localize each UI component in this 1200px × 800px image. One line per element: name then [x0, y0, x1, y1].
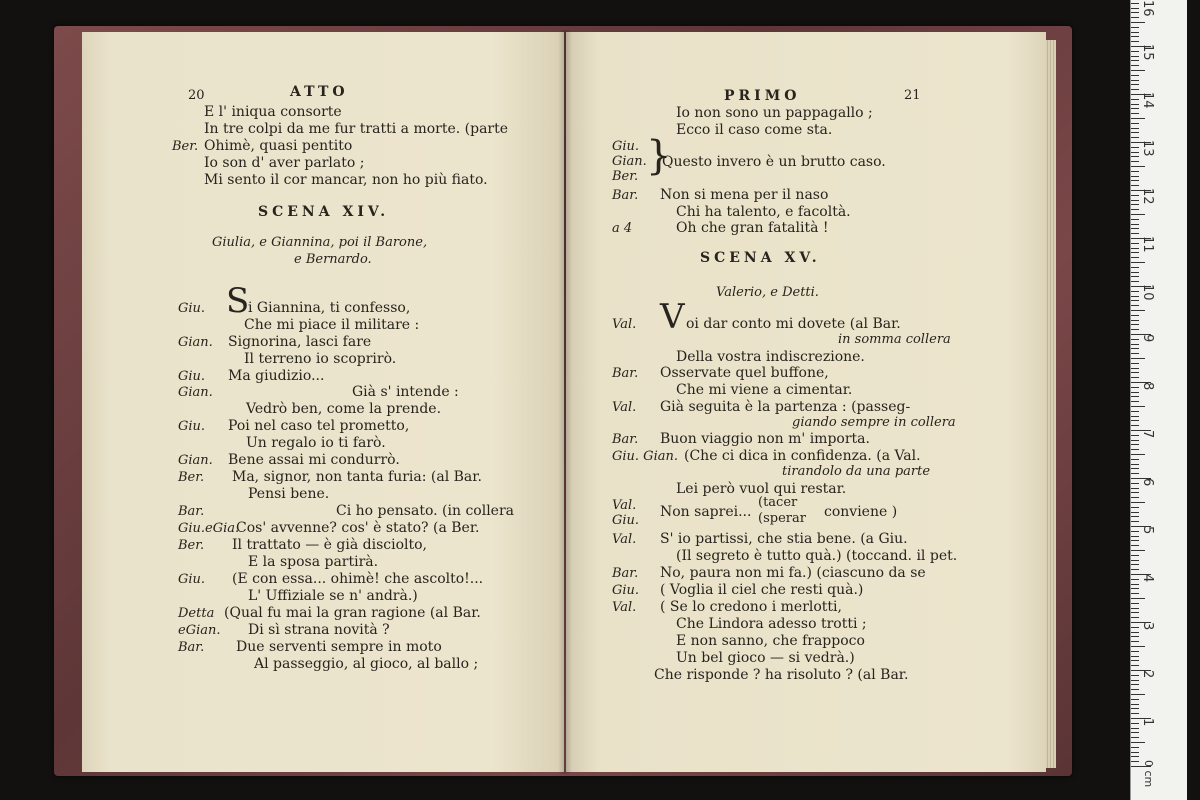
drop-cap: S: [226, 281, 250, 321]
stage-direction: in somma collera: [838, 332, 951, 347]
speaker-label: Val.: [612, 400, 637, 415]
ruler-tick: [1131, 401, 1139, 402]
speaker-label: Giu.: [178, 419, 206, 434]
ruler-tick: [1131, 588, 1139, 589]
ruler-tick: [1131, 166, 1145, 167]
ruler-tick: [1131, 267, 1139, 268]
ruler-tick: [1131, 502, 1145, 503]
ruler-tick: [1131, 291, 1139, 292]
ruler-number: 2: [1140, 670, 1155, 679]
dialogue-line: Di sì strana novità ?: [248, 622, 390, 638]
speaker-label: Giu.: [612, 139, 640, 154]
ruler-tick: [1131, 492, 1139, 493]
dialogue-line: (Il segreto è tutto quà.) (toccand. il pet.: [676, 548, 958, 564]
ruler-tick: [1131, 555, 1139, 556]
dialogue-line: (E con essa... ohimè! che ascolto!...: [232, 571, 484, 587]
speaker-label: Bar.: [612, 366, 639, 381]
ruler-tick: [1131, 377, 1139, 378]
ruler-number: 13: [1140, 140, 1155, 157]
speaker-label: Giu. Gian.: [612, 449, 678, 464]
dialogue-line: Lei però vuol qui restar.: [676, 481, 847, 497]
ruler-tick: [1131, 3, 1139, 4]
ruler-tick: [1131, 233, 1139, 234]
ruler-tick: [1131, 228, 1139, 229]
speaker-label: Bar.: [612, 566, 639, 581]
ruler-tick: [1131, 75, 1139, 76]
speaker-label: Bar.: [178, 504, 205, 519]
ruler-tick: [1131, 593, 1139, 594]
ruler-tick: [1131, 704, 1139, 705]
speaker-label: Gian.: [612, 154, 647, 169]
ruler-tick: [1131, 425, 1139, 426]
ruler-tick: [1131, 550, 1145, 551]
speaker-label: Ber.: [612, 169, 639, 184]
dialogue-line: ( Se lo credono i merlotti,: [660, 599, 842, 615]
ruler-tick: [1131, 123, 1139, 124]
ruler-tick: [1131, 108, 1139, 109]
ruler-tick: [1131, 392, 1139, 393]
ruler-tick: [1131, 646, 1145, 647]
ruler-tick: [1131, 516, 1139, 517]
speaker-label: Gian.: [178, 335, 213, 350]
ruler-tick: [1131, 507, 1139, 508]
ruler-tick: [1131, 761, 1139, 762]
ruler-tick: [1131, 641, 1139, 642]
ruler-tick: [1131, 545, 1139, 546]
ruler-tick: [1131, 684, 1139, 685]
dialogue-line: Già seguita è la partenza : (passeg-: [660, 399, 911, 415]
ruler-tick: [1131, 257, 1139, 258]
stage-direction: giando sempre in collera: [792, 415, 956, 430]
ruler-tick: [1131, 51, 1139, 52]
ruler-number: 11: [1140, 236, 1155, 253]
ruler-tick: [1131, 675, 1139, 676]
ruler-tick: [1131, 564, 1139, 565]
ruler-tick: [1131, 272, 1139, 273]
ruler-tick: [1131, 219, 1139, 220]
dialogue-line: i Giannina, ti confesso,: [248, 300, 411, 316]
ruler-tick: [1131, 214, 1145, 215]
ruler-tick: [1131, 353, 1139, 354]
ruler-tick: [1131, 180, 1139, 181]
ruler-tick: [1131, 531, 1139, 532]
dialogue-line: Poi nel caso tel prometto,: [228, 418, 410, 434]
book-gutter: [558, 30, 572, 774]
dialogue-line: E la sposa partirà.: [248, 554, 379, 570]
ruler-tick: [1131, 363, 1139, 364]
ruler-tick: [1131, 281, 1139, 282]
dialogue-line: Al passeggio, al gioco, al ballo ;: [254, 656, 479, 672]
ruler-tick: [1131, 209, 1139, 210]
ruler-tick: [1131, 344, 1139, 345]
dialogue-line: Ma giudizio...: [228, 368, 325, 384]
ruler-tick: [1131, 296, 1139, 297]
ruler-tick: [1131, 689, 1139, 690]
ruler-tick: [1131, 603, 1139, 604]
ruler-tick: [1131, 41, 1139, 42]
ruler-tick: [1131, 204, 1139, 205]
dialogue-alternative: (tacer: [758, 495, 798, 510]
dialogue-line: Già s' intende :: [352, 384, 459, 400]
ruler-tick: [1131, 89, 1139, 90]
ruler-tick: [1131, 118, 1145, 119]
dialogue-line: L' Uffiziale se n' andrà.): [248, 588, 418, 604]
dialogue-line: E non sanno, che frappoco: [676, 633, 865, 649]
speaker-label: Val.: [612, 498, 637, 513]
speaker-label: Ber.: [178, 470, 205, 485]
ruler-tick: [1131, 8, 1139, 9]
ruler-tick: [1131, 252, 1139, 253]
speaker-label: Gian.: [178, 385, 213, 400]
ruler-tick: [1131, 27, 1139, 28]
ruler-tick: [1131, 540, 1139, 541]
ruler-tick: [1131, 454, 1145, 455]
dialogue-line: conviene ): [824, 504, 898, 520]
speaker-label: eGian.: [178, 623, 221, 638]
dialogue-line: Signorina, lasci fare: [228, 334, 372, 350]
ruler-tick: [1131, 497, 1139, 498]
dialogue-line: Bene assai mi condurrò.: [228, 452, 400, 468]
ruler-tick: [1131, 310, 1145, 311]
scene-title: SCENA XIV.: [258, 204, 390, 220]
drop-cap: V: [660, 297, 685, 337]
ruler-number: 12: [1140, 188, 1155, 205]
characters-line: Giulia, e Giannina, poi il Barone,: [212, 235, 428, 250]
ruler-tick: [1131, 756, 1139, 757]
ruler-tick: [1131, 348, 1139, 349]
speaker-label: Val.: [612, 317, 637, 332]
dialogue-line: Che risponde ? ha risoluto ? (al Bar.: [654, 667, 909, 683]
ruler-tick: [1131, 699, 1139, 700]
left-top-line: Io son d' aver parlato ;: [204, 155, 365, 171]
speaker-label: Giu.: [178, 572, 206, 587]
dialogue-line: Il terreno io scoprirò.: [244, 351, 397, 367]
ruler-tick: [1131, 411, 1139, 412]
left-page: [82, 32, 564, 772]
ruler-tick: [1131, 612, 1139, 613]
ruler-tick: [1131, 473, 1139, 474]
ruler-tick: [1131, 17, 1139, 18]
ruler-tick: [1131, 70, 1145, 71]
dialogue-line: Della vostra indiscrezione.: [676, 349, 865, 365]
dialogue-line: Chi ha talento, e facoltà.: [676, 204, 851, 220]
ruler-tick: [1131, 243, 1139, 244]
ruler-tick: [1131, 747, 1139, 748]
scene-title: SCENA XV.: [700, 250, 821, 266]
dialogue-line: Non saprei...: [660, 504, 752, 520]
dialogue-line: Il trattato — è già disciolto,: [232, 537, 428, 553]
ruler-tick: [1131, 147, 1139, 148]
ruler-tick: [1131, 324, 1139, 325]
left-page-number: 20: [188, 88, 205, 103]
ruler-tick: [1131, 608, 1139, 609]
ruler-tick: [1131, 420, 1139, 421]
ruler-unit: 0 cm: [1142, 760, 1155, 788]
ruler-tick: [1131, 665, 1139, 666]
speaker-label: Ber.: [178, 538, 205, 553]
ruler-tick: [1131, 464, 1139, 465]
dialogue-line: Vedrò ben, come la prende.: [246, 401, 442, 417]
ruler-number: 15: [1140, 44, 1155, 61]
ruler-tick: [1131, 137, 1139, 138]
dialogue-line: Un bel gioco — si vedrà.): [676, 650, 855, 666]
ruler-tick: [1131, 80, 1139, 81]
left-top-line: Ohimè, quasi pentito: [204, 138, 353, 154]
left-top-line: E l' iniqua consorte: [204, 104, 342, 120]
dialogue-line: Questo invero è un brutto caso.: [662, 154, 886, 170]
ruler-tick: [1131, 368, 1139, 369]
dialogue-line: (Che ci dica in confidenza. (a Val.: [684, 448, 921, 464]
ruler-tick: [1131, 742, 1145, 743]
ruler-tick: [1131, 521, 1139, 522]
ruler-number: 1: [1140, 718, 1155, 727]
dialogue-line: Oh che gran fatalità !: [676, 220, 829, 236]
ruler-tick: [1131, 512, 1139, 513]
ruler-tick: [1131, 176, 1139, 177]
ruler-tick: [1131, 12, 1139, 13]
ruler-tick: [1131, 315, 1139, 316]
speaker-label: Val.: [612, 600, 637, 615]
ruler-number: 5: [1140, 526, 1155, 535]
ruler-tick: [1131, 444, 1139, 445]
ruler-tick: [1131, 468, 1139, 469]
ruler-tick: [1131, 737, 1139, 738]
ruler-tick: [1131, 708, 1139, 709]
dialogue-line: Ci ho pensato. (in collera: [336, 503, 514, 519]
ruler-tick: [1131, 152, 1139, 153]
ruler-tick: [1131, 65, 1139, 66]
ruler-tick: [1131, 329, 1139, 330]
speaker-label: Giu.: [178, 369, 206, 384]
ruler-tick: [1131, 569, 1139, 570]
speaker-label: Giu.eGia.: [178, 521, 240, 536]
speaker-label: Ber.: [172, 139, 199, 154]
ruler-tick: [1131, 396, 1139, 397]
ruler-tick: [1131, 680, 1139, 681]
right-running-head: PRIMO: [724, 88, 801, 104]
ruler-tick: [1131, 171, 1139, 172]
speaker-label: Val.: [612, 532, 637, 547]
ruler-tick: [1131, 723, 1139, 724]
ruler-number: 10: [1140, 284, 1155, 301]
ruler-tick: [1131, 305, 1139, 306]
ruler-tick: [1131, 651, 1139, 652]
speaker-label: Giu.: [178, 301, 206, 316]
ruler-number: 9: [1140, 334, 1155, 343]
ruler-tick: [1131, 435, 1139, 436]
ruler-tick: [1131, 694, 1145, 695]
ruler-tick: [1131, 483, 1139, 484]
dialogue-line: Due serventi sempre in moto: [236, 639, 442, 655]
scale-ruler: [1130, 0, 1187, 800]
dialogue-line: No, paura non mi fa.) (ciascuno da se: [660, 565, 926, 581]
ruler-tick: [1131, 36, 1139, 37]
ruler-tick: [1131, 161, 1139, 162]
ruler-tick: [1131, 440, 1139, 441]
ruler-tick: [1131, 560, 1139, 561]
left-top-line: In tre colpi da me fur tratti a morte. (parte: [204, 121, 509, 137]
ruler-tick: [1131, 752, 1139, 753]
dialogue-line: ( Voglia il ciel che resti quà.): [660, 582, 864, 598]
dialogue-line: Non si mena per il naso: [660, 187, 829, 203]
ruler-number: 4: [1140, 574, 1155, 583]
dialogue-line: Che Lindora adesso trotti ;: [676, 616, 867, 632]
speaker-label: Bar.: [178, 640, 205, 655]
ruler-tick: [1131, 416, 1139, 417]
ruler-tick: [1131, 598, 1145, 599]
ruler-tick: [1131, 84, 1139, 85]
ruler-tick: [1131, 300, 1139, 301]
ruler-tick: [1131, 262, 1145, 263]
right-page: [566, 32, 1046, 772]
dialogue-line: S' io partissi, che stia bene. (a Giu.: [660, 531, 908, 547]
ruler-tick: [1131, 636, 1139, 637]
ruler-number: 14: [1140, 92, 1155, 109]
ruler-tick: [1131, 99, 1139, 100]
speaker-label: a 4: [612, 221, 633, 236]
right-page-number: 21: [904, 88, 921, 103]
ruler-tick: [1131, 406, 1145, 407]
ruler-tick: [1131, 104, 1139, 105]
ruler-tick: [1131, 195, 1139, 196]
ruler-tick: [1131, 320, 1139, 321]
ruler-tick: [1131, 60, 1139, 61]
characters-line: Valerio, e Detti.: [716, 285, 819, 300]
ruler-tick: [1131, 200, 1139, 201]
ruler-tick: [1131, 132, 1139, 133]
ruler-tick: [1131, 113, 1139, 114]
ruler-tick: [1131, 632, 1139, 633]
ruler-tick: [1131, 617, 1139, 618]
dialogue-line: Buon viaggio non m' importa.: [660, 431, 870, 447]
ruler-tick: [1131, 387, 1139, 388]
dialogue-line: Ma, signor, non tanta furia: (al Bar.: [232, 469, 482, 485]
dialogue-line: Osservate quel buffone,: [660, 365, 829, 381]
ruler-tick: [1131, 584, 1139, 585]
ruler-tick: [1131, 488, 1139, 489]
ruler-tick: [1131, 185, 1139, 186]
ruler-number: 3: [1140, 622, 1155, 631]
ruler-tick: [1131, 56, 1139, 57]
left-running-head: ATTO: [290, 84, 349, 100]
speaker-label: Detta: [178, 606, 215, 621]
ruler-tick: [1131, 536, 1139, 537]
dialogue-line: oi dar conto mi dovete (al Bar.: [686, 316, 901, 332]
ruler-tick: [1131, 339, 1139, 340]
stage-direction: tirandolo da una parte: [782, 464, 931, 479]
ruler-tick: [1131, 732, 1139, 733]
ruler-tick: [1131, 22, 1145, 23]
dialogue-line: (Qual fu mai la gran ragione (al Bar.: [224, 605, 481, 621]
left-top-line: Mi sento il cor mancar, non ho più fiato.: [204, 172, 488, 188]
ruler-tick: [1131, 224, 1139, 225]
dialogue-line: Un regalo io ti farò.: [246, 435, 386, 451]
speaker-label: Bar.: [612, 432, 639, 447]
speaker-label: Giu.: [612, 513, 640, 528]
ruler-tick: [1131, 276, 1139, 277]
ruler-number: 7: [1140, 430, 1155, 439]
ruler-tick: [1131, 459, 1139, 460]
ruler-tick: [1131, 32, 1139, 33]
ruler-tick: [1131, 660, 1139, 661]
ruler-tick: [1131, 128, 1139, 129]
ruler-tick: [1131, 656, 1139, 657]
ruler-tick: [1131, 449, 1139, 450]
speaker-label: Gian.: [178, 453, 213, 468]
ruler-tick: [1131, 579, 1139, 580]
ruler-tick: [1131, 156, 1139, 157]
ruler-tick: [1131, 728, 1139, 729]
dialogue-line: Cos' avvenne? cos' è stato? (a Ber.: [236, 520, 480, 536]
ruler-number: 6: [1140, 478, 1155, 487]
dialogue-line: Che mi piace il militare :: [244, 317, 420, 333]
speaker-label: Giu.: [612, 583, 640, 598]
speaker-label: Bar.: [612, 188, 639, 203]
ruler-tick: [1131, 358, 1145, 359]
ruler-tick: [1131, 627, 1139, 628]
ruler-number: 8: [1140, 382, 1155, 391]
ruler-tick: [1131, 248, 1139, 249]
ruler-tick: [1131, 372, 1139, 373]
dialogue-alternative: (sperar: [758, 511, 806, 526]
dialogue-line: Pensi bene.: [248, 486, 330, 502]
right-top-line: Ecco il caso come sta.: [676, 122, 833, 138]
brace-icon: }: [646, 133, 672, 179]
right-top-line: Io non sono un pappagallo ;: [676, 105, 873, 121]
ruler-number: 16: [1140, 0, 1155, 17]
characters-line: e Bernardo.: [294, 252, 372, 267]
ruler-tick: [1131, 713, 1139, 714]
dialogue-line: Che mi viene a cimentar.: [676, 382, 853, 398]
